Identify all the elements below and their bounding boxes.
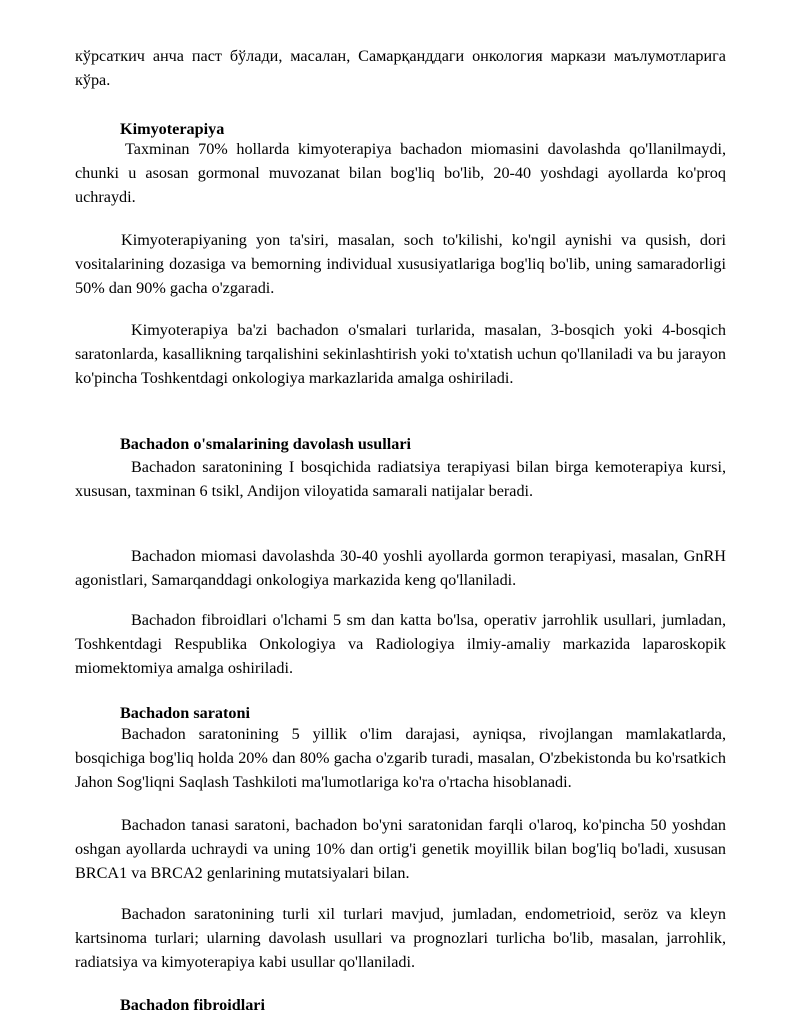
heading-kimyoterapiya: Kimyoterapiya <box>120 120 225 138</box>
paragraph: Kimyoterapiyaning yon ta'siri, masalan, soch to'kilishi, ko'ngil aynishi va qusish, dori vositalarining dozasiga va bemorning individual xususiyatlariga bog'liq bo'lib, uning samaradorligi 50% dan 90% gacha o'zgaradi. <box>75 231 726 297</box>
paragraph: Bachadon fibroidlari o'lchami 5 sm dan katta bo'lsa, operativ jarrohlik usullari, jumladan, Toshkentdagi Respublika Onkologiya va Radiologiya ilmiy-amaliy markazida laparoskopik miomektomiya amalga oshiriladi. <box>75 611 726 677</box>
heading-bachadon-fibroidlari: Bachadon fibroidlari <box>120 996 265 1014</box>
paragraph: Bachadon saratonining I bosqichida radiatsiya terapiyasi bilan birga kemoterapiya kursi, xususan, taxminan 6 tsikl, Andijon viloyatida samarali natijalar beradi. <box>75 458 726 500</box>
heading-bachadon-saratoni: Bachadon saratoni <box>120 704 250 722</box>
paragraph: Bachadon saratonining 5 yillik o'lim darajasi, ayniqsa, rivojlangan mamlakatlarda, bosqichiga bog'liq holda 20% dan 80% gacha o'zgarib turadi, masalan, O'zbekistonda bu ko'rsatkich Jahon Sog'liqni Saqlash Tashkiloti ma'lumotlariga ko'ra o'rtacha hisoblanadi. <box>75 725 726 791</box>
paragraph: Kimyoterapiya ba'zi bachadon o'smalari turlarida, masalan, 3-bosqich yoki 4-bosqich saratonlarda, kasallikning tarqalishini sekinlashtirish yoki to'xtatish uchun qo'llaniladi va bu jarayon ko'pincha Toshkentdagi onkologiya markazlarida amalga oshiriladi. <box>75 321 726 387</box>
paragraph-intro: кўрсаткич анча паст бўлади, масалан, Самарқанддаги онкология маркази маълумотларига кўра. <box>75 47 726 89</box>
paragraph: Bachadon saratonining turli xil turlari mavjud, jumladan, endometrioid, seröz va kleyn kartsinoma turlari; ularning davolash usullari va prognozlari turlicha bo'lib, masalan, jarrohlik, radiatsiya va kimyoterapiya kabi usullar qo'llaniladi. <box>75 905 726 971</box>
paragraph: Bachadon tanasi saratoni, bachadon bo'yni saratonidan farqli o'laroq, ko'pincha 50 yoshdan oshgan ayollarda uchraydi va uning 10% dan ortig'i genetik moyillik bilan bog'liq bo'ladi, xususan BRCA1 va BRCA2 genlarining mutatsiyalari bilan. <box>75 816 726 882</box>
heading-davolash-usullari: Bachadon o'smalarining davolash usullari <box>120 435 412 453</box>
paragraph: Taxminan 70% hollarda kimyoterapiya bachadon miomasini davolashda qo'llanilmaydi, chunki u asosan gormonal muvozanat bilan bog'liq bo'lib, 20-40 yoshdagi ayollarda ko'proq uchraydi. <box>75 140 726 206</box>
paragraph: Bachadon miomasi davolashda 30-40 yoshli ayollarda gormon terapiyasi, masalan, GnRH agonistlari, Samarqanddagi onkologiya markazida keng qo'llaniladi. <box>75 547 726 589</box>
